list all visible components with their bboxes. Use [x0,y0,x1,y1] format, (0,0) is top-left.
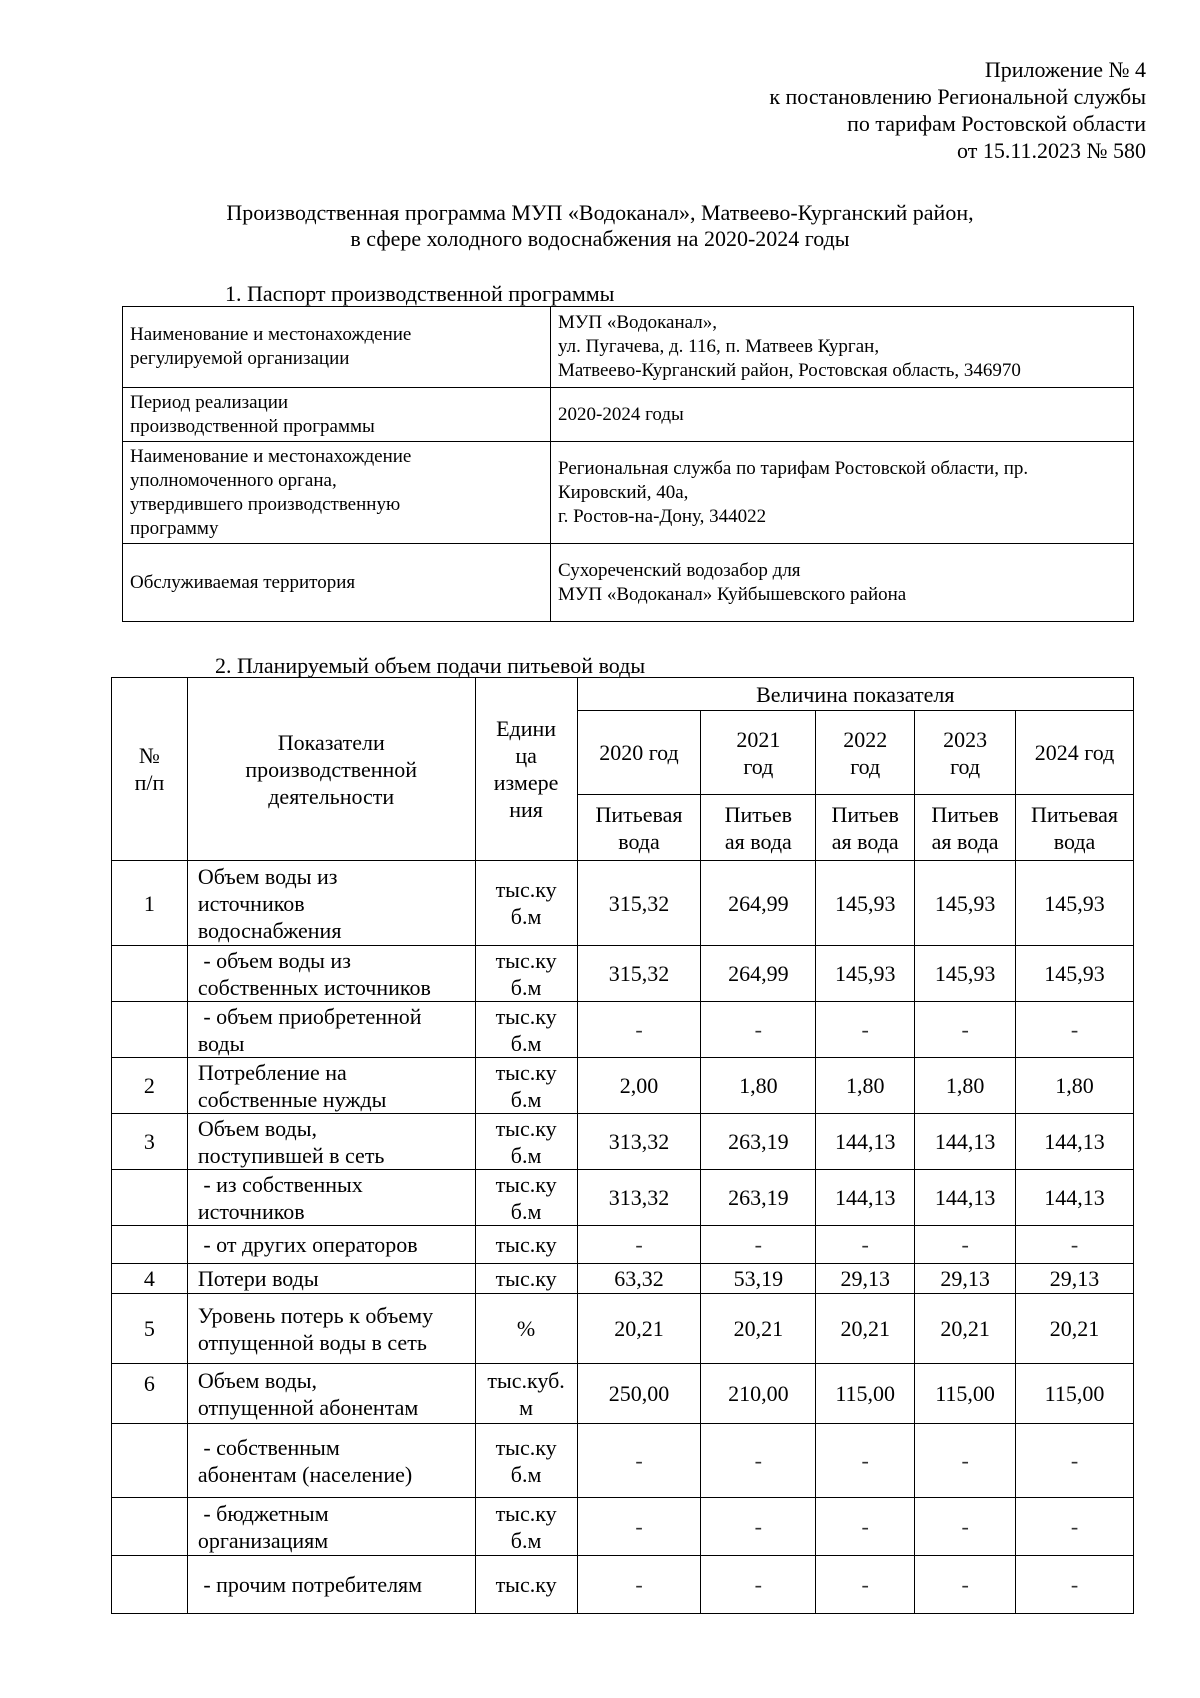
row-label: - собственным абонентам (население) [187,1424,475,1498]
row-num [112,946,188,1002]
passport-label: Период реализации производственной программы [123,388,551,442]
value-2021: 263,19 [701,1170,816,1226]
value-2020: 315,32 [577,861,701,946]
row-unit: тыс.ку б.м [475,1058,577,1114]
row-unit: тыс.ку б.м [475,1002,577,1058]
table-row [123,442,1134,544]
appendix-authority: по тарифам Ростовской области [847,111,1146,136]
col-header-year: 2024 год [1016,711,1134,795]
value-2020: - [577,1556,701,1614]
table-row [112,1264,1134,1294]
value-2024: 29,13 [1016,1264,1134,1294]
appendix-header [769,56,1146,164]
table-row [112,946,1134,1002]
value-2020: - [577,1424,701,1498]
table-row [123,544,1134,622]
col-header-unit: Едини ца измере ния [475,678,577,861]
value-2024: 144,13 [1016,1170,1134,1226]
passport-table [122,306,1134,622]
table-row [112,861,1134,946]
value-2024: - [1016,1556,1134,1614]
row-num [112,1002,188,1058]
value-2023: 115,00 [915,1364,1016,1424]
row-unit: тыс.ку б.м [475,946,577,1002]
value-2022: 144,13 [816,1114,915,1170]
value-2024: 1,80 [1016,1058,1134,1114]
row-unit: тыс.ку [475,1264,577,1294]
value-2024: - [1016,1226,1134,1264]
value-2022: 1,80 [816,1058,915,1114]
row-unit: тыс.ку б.м [475,1114,577,1170]
value-2024: 145,93 [1016,946,1134,1002]
passport-heading: 1. Паспорт производственной программы [225,281,615,306]
row-num [112,1498,188,1556]
value-2020: 250,00 [577,1364,701,1424]
col-header-water: Питьевая вода [577,795,701,861]
value-2023: 144,13 [915,1114,1016,1170]
row-num: 4 [112,1264,188,1294]
row-unit: тыс.ку б.м [475,1424,577,1498]
value-2022: - [816,1002,915,1058]
volume-heading: 2. Планируемый объем подачи питьевой воды [215,653,646,678]
value-2023: - [915,1556,1016,1614]
table-row [112,1556,1134,1614]
passport-value: 2020-2024 годы [551,388,1134,442]
value-2021: 1,80 [701,1058,816,1114]
row-label: Объем воды из источников водоснабжения [187,861,475,946]
volume-table [111,677,1134,1614]
title-line-1: Производственная программа МУП «Водоканал», Матвеево-Курганский район, [226,200,974,225]
col-header-water: Питьев ая вода [701,795,816,861]
col-header-year: 2020 год [577,711,701,795]
value-2021: 20,21 [701,1294,816,1364]
row-num [112,1556,188,1614]
value-2021: - [701,1226,816,1264]
value-2021: 210,00 [701,1364,816,1424]
table-row [112,1424,1134,1498]
value-2023: 145,93 [915,861,1016,946]
row-num: 6 [112,1364,188,1424]
value-2020: - [577,1002,701,1058]
table-row [112,1364,1134,1424]
row-unit: тыс.ку б.м [475,861,577,946]
col-header-indicator: Показатели производственной деятельности [187,678,475,861]
value-2022: 144,13 [816,1170,915,1226]
value-2022: 29,13 [816,1264,915,1294]
row-num: 1 [112,861,188,946]
value-2024: 20,21 [1016,1294,1134,1364]
value-2020: 20,21 [577,1294,701,1364]
value-2021: - [701,1002,816,1058]
col-header-year: 2022 год [816,711,915,795]
table-row [123,307,1134,388]
appendix-number: Приложение № 4 [984,57,1146,82]
value-2023: - [915,1498,1016,1556]
value-2023: 1,80 [915,1058,1016,1114]
value-2020: 313,32 [577,1170,701,1226]
table-header-row [112,678,1134,711]
value-2023: 29,13 [915,1264,1016,1294]
value-2022: 145,93 [816,861,915,946]
table-row [112,1058,1134,1114]
title-line-2: в сфере холодного водоснабжения на 2020-2024 годы [350,226,850,251]
row-label: - прочим потребителям [187,1556,475,1614]
row-label: Объем воды, отпущенной абонентам [187,1364,475,1424]
value-2022: - [816,1424,915,1498]
passport-value: Региональная служба по тарифам Ростовской области, пр. Кировский, 40а, г. Ростов-на-Дону, 344022 [551,442,1134,544]
row-unit: тыс.ку б.м [475,1170,577,1226]
value-2023: - [915,1424,1016,1498]
row-label: - объем воды из собственных источников [187,946,475,1002]
appendix-date: от 15.11.2023 № 580 [957,138,1146,163]
row-unit: тыс.куб. м [475,1364,577,1424]
value-2021: - [701,1424,816,1498]
value-2020: 315,32 [577,946,701,1002]
appendix-decree-ref: к постановлению Региональной службы [769,84,1146,109]
value-2021: 263,19 [701,1114,816,1170]
table-row [112,1114,1134,1170]
value-2024: - [1016,1498,1134,1556]
row-num [112,1424,188,1498]
value-2024: 144,13 [1016,1114,1134,1170]
row-num [112,1170,188,1226]
value-2022: - [816,1226,915,1264]
col-header-num: № п/п [112,678,188,861]
col-header-water: Питьев ая вода [816,795,915,861]
row-label: Уровень потерь к объему отпущенной воды в сеть [187,1294,475,1364]
row-num: 3 [112,1114,188,1170]
row-label: - от других операторов [187,1226,475,1264]
table-row [112,1002,1134,1058]
value-2024: - [1016,1002,1134,1058]
value-2022: - [816,1498,915,1556]
row-unit: тыс.ку [475,1226,577,1264]
col-header-year: 2021 год [701,711,816,795]
col-header-water: Питьевая вода [1016,795,1134,861]
row-unit: тыс.ку б.м [475,1498,577,1556]
row-label: - из собственных источников [187,1170,475,1226]
value-2023: 144,13 [915,1170,1016,1226]
passport-label: Наименование и местонахождение уполномоченного органа, утвердившего производственную программу [123,442,551,544]
table-row [112,1170,1134,1226]
row-unit: % [475,1294,577,1364]
value-2023: 20,21 [915,1294,1016,1364]
value-2022: 20,21 [816,1294,915,1364]
row-num: 2 [112,1058,188,1114]
col-header-water: Питьев ая вода [915,795,1016,861]
value-2021: - [701,1498,816,1556]
passport-value: Сухореченский водозабор для МУП «Водоканал» Куйбышевского района [551,544,1134,622]
value-2023: - [915,1226,1016,1264]
value-2022: 115,00 [816,1364,915,1424]
value-2024: - [1016,1424,1134,1498]
row-unit: тыс.ку [475,1556,577,1614]
value-2024: 145,93 [1016,861,1134,946]
value-2021: 264,99 [701,946,816,1002]
value-2020: - [577,1498,701,1556]
value-2020: 63,32 [577,1264,701,1294]
row-num: 5 [112,1294,188,1364]
col-header-value-group: Величина показателя [577,678,1133,711]
value-2020: 313,32 [577,1114,701,1170]
row-label: Объем воды, поступившей в сеть [187,1114,475,1170]
table-row [112,1294,1134,1364]
row-num [112,1226,188,1264]
table-row [112,1226,1134,1264]
passport-label: Наименование и местонахождение регулируемой организации [123,307,551,388]
row-label: - объем приобретенной воды [187,1002,475,1058]
value-2020: - [577,1226,701,1264]
row-label: Потери воды [187,1264,475,1294]
page-title [100,200,1100,252]
value-2023: - [915,1002,1016,1058]
value-2021: - [701,1556,816,1614]
value-2021: 264,99 [701,861,816,946]
value-2024: 115,00 [1016,1364,1134,1424]
value-2022: - [816,1556,915,1614]
value-2021: 53,19 [701,1264,816,1294]
col-header-year: 2023 год [915,711,1016,795]
passport-label: Обслуживаемая территория [123,544,551,622]
row-label: - бюджетным организациям [187,1498,475,1556]
value-2020: 2,00 [577,1058,701,1114]
value-2022: 145,93 [816,946,915,1002]
value-2023: 145,93 [915,946,1016,1002]
passport-value: МУП «Водоканал», ул. Пугачева, д. 116, п. Матвеев Курган, Матвеево-Курганский район, Ростовская область, 346970 [551,307,1134,388]
table-row [112,1498,1134,1556]
table-row [123,388,1134,442]
row-label: Потребление на собственные нужды [187,1058,475,1114]
